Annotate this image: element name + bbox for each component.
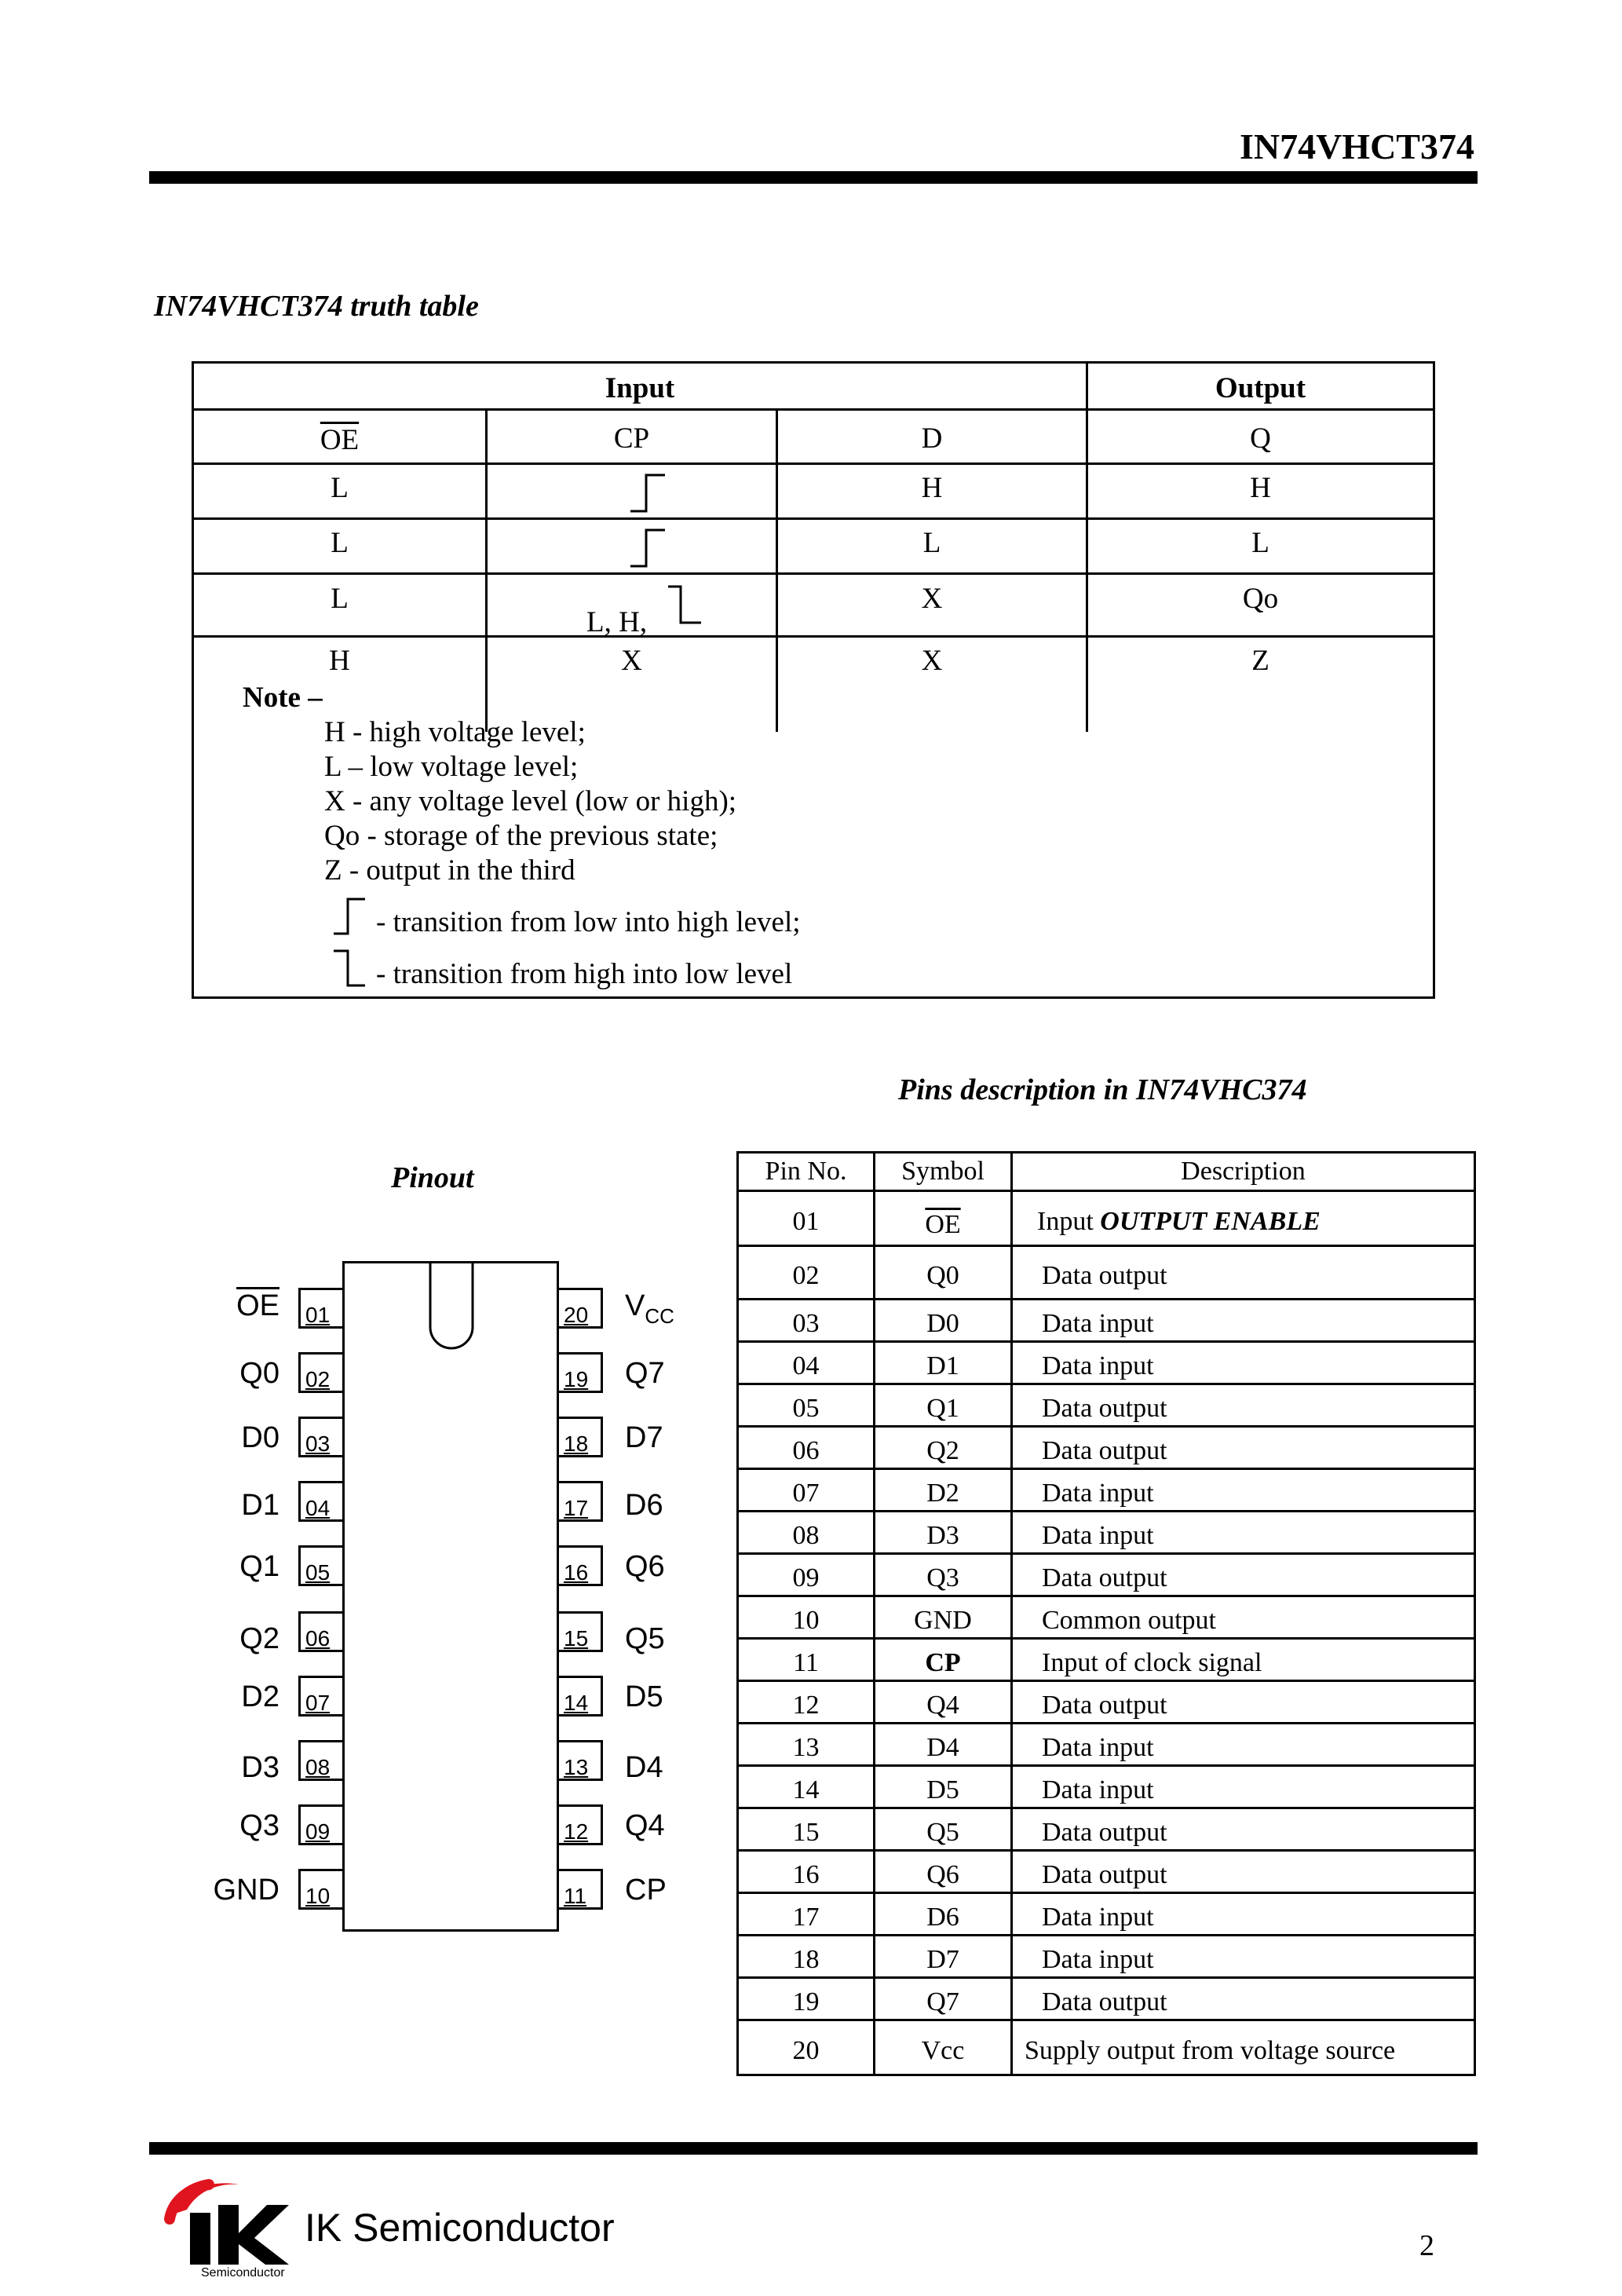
pins-table [736,1151,1476,2076]
pin-number-cell: 06 [792,1436,820,1465]
note-item: - transition from high into low level [376,958,793,990]
pin-description-cell: Data output [1042,1436,1167,1465]
table-row [739,1936,1474,1976]
pin-label-text: D5 [625,1680,663,1713]
tt-row4-oe: H [329,645,350,677]
pin-description-cell: Common output [1042,1606,1216,1635]
pins-col-header: Pin No. [765,1157,847,1186]
table-row [739,1192,1474,1245]
pin-number: 15 [564,1626,589,1651]
pin-label-subscript: CC [645,1304,674,1328]
description-prefix: Input [1037,1207,1094,1236]
pin-number-cell: 08 [792,1521,820,1550]
note-title: Note – [243,682,323,714]
pin-label-text: CP [625,1874,667,1907]
pin-number-cell: 11 [793,1648,819,1677]
pin-number: 16 [564,1560,589,1585]
pin-label [625,1489,663,1523]
rising-edge-icon [332,896,367,937]
note-item: L – low voltage level; [324,751,579,783]
pins-col-header: Description [1181,1157,1306,1186]
pin-number: 09 [305,1819,331,1844]
pin-label [625,1751,663,1785]
pin1-notch-icon [427,1261,476,1351]
pin-number: 03 [305,1431,331,1456]
pin-symbol-cell: D3 [926,1521,959,1550]
pin-description-cell: Data output [1042,1563,1167,1592]
pin-number-cell: 13 [792,1733,820,1762]
pin-number-cell: 07 [792,1479,820,1508]
table-row [739,1852,1474,1892]
pin-box [559,1545,603,1586]
footer-divider [149,2142,1478,2155]
table-row [739,1470,1474,1510]
ik-logo-icon [163,2178,289,2272]
pin-box [559,1288,603,1329]
tt-row1-q: H [1250,472,1271,504]
pin-symbol-cell: D5 [926,1775,959,1804]
col-header-q: Q [1250,422,1271,455]
pin-description-cell: Data output [1042,1987,1167,2016]
pin-number: 12 [564,1819,589,1844]
table-row [739,2021,1474,2074]
pin-description-cell: Data input [1042,1351,1154,1380]
pin-number: 19 [564,1367,589,1391]
table-row [739,1979,1474,2019]
pin-description-cell: Data input [1042,1945,1154,1974]
pin-box [298,1676,342,1717]
falling-edge-icon [332,948,367,989]
pin-symbol-cell: Vcc [921,2036,965,2065]
table-row [739,1428,1474,1468]
table-row [739,1724,1474,1764]
falling-edge-icon [665,583,704,627]
pin-description-cell: Data input [1042,1479,1154,1508]
page-number: 2 [1419,2229,1434,2262]
pin-symbol-cell: D7 [926,1945,959,1974]
pin-label-text: V [625,1289,645,1322]
pin-symbol-cell: Q5 [926,1818,959,1847]
pin-number: 04 [305,1496,331,1520]
pin-number-cell: 20 [792,2036,820,2065]
pin-symbol-cell: D6 [926,1903,959,1932]
pins-table-title: Pins description in IN74VHC374 [898,1073,1307,1106]
pin-box [559,1352,603,1393]
pin-number-cell: 03 [792,1309,820,1338]
table-row [739,1809,1474,1849]
pin-symbol-cell: D1 [926,1351,959,1380]
pin-label [625,1357,665,1391]
table-row [739,1894,1474,1934]
pin-box [298,1740,342,1781]
pin-label-text: D7 [625,1421,663,1454]
pin-number: 13 [564,1755,589,1779]
pin-label-text: Q4 [625,1809,665,1842]
pin-number-cell: 12 [792,1691,820,1720]
pin-description-cell: Data output [1042,1691,1167,1720]
pin-symbol-cell: $\overline{OE}$ [925,1210,961,1239]
tt-row2-d: L [922,527,941,559]
col-header-oe: $\overline{OE}$ [320,424,360,456]
pin-symbol-cell: GND [914,1606,972,1635]
table-row [739,1640,1474,1680]
note-item: H - high voltage level; [324,716,586,748]
note-item: Qo - storage of the previous state; [324,820,718,852]
pin-symbol-cell: Q3 [926,1563,959,1592]
tt-row1-d: H [921,472,943,504]
pin-number-cell: 09 [792,1563,820,1592]
tt-row4-d: X [921,645,943,677]
input-group-header: Input [605,372,675,404]
rising-edge-icon [627,527,668,569]
pin-label: Q2 [239,1622,279,1655]
pin-description-cell: Data input [1042,1521,1154,1550]
pin-box [559,1740,603,1781]
pin-number: 14 [564,1691,589,1715]
pin-symbol-cell: Q1 [926,1394,959,1423]
tt-row2-oe: L [331,527,349,559]
header-divider [149,171,1478,184]
description-emphasis: OUTPUT ENABLE [1100,1207,1321,1236]
pin-label [625,1809,665,1843]
pin-symbol-cell: D0 [926,1309,959,1338]
pin-label-text: Q6 [625,1550,665,1583]
pin-label [625,1289,674,1329]
pin-number: 07 [305,1691,331,1715]
rising-edge-icon [627,472,668,514]
pin-box [298,1417,342,1457]
pin-description-cell [1037,1207,1321,1237]
pin-symbol-cell: Q0 [926,1261,959,1290]
note-item: Z - output in the third [324,854,575,887]
pin-number-cell: 10 [792,1606,820,1635]
pin-description-cell: Data output [1042,1394,1167,1423]
company-name: IK Semiconductor [305,2206,615,2250]
pin-label [625,1421,663,1455]
pin-symbol-cell: D4 [926,1733,959,1762]
pin-box [298,1611,342,1652]
pin-label [625,1622,665,1656]
table-row [739,1597,1474,1637]
pin-label: D3 [241,1751,279,1784]
table-row [739,1555,1474,1595]
pin-label: D2 [241,1680,279,1713]
pin-label: Q3 [239,1809,279,1842]
table-row [739,1767,1474,1807]
ic-package [342,1261,559,1932]
truth-table [192,361,1435,999]
company-name-small: Semiconductor [201,2266,285,2280]
pin-label-text: D4 [625,1751,663,1784]
pin-box [298,1288,342,1329]
tt-row2-q: L [1251,527,1269,559]
table-row [739,1512,1474,1552]
pin-number-cell: 02 [792,1261,820,1290]
pin-description-cell: Supply output from voltage source [1025,2036,1396,2065]
table-row [739,1247,1474,1298]
pin-description-cell: Data input [1042,1775,1154,1804]
tt-row1-oe: L [331,472,349,504]
pin-description-cell: Input of clock signal [1042,1648,1262,1677]
pin-label [625,1550,665,1584]
pin-box [298,1545,342,1586]
pin-number: 10 [305,1884,331,1908]
tt-row4-cp: X [621,645,642,677]
pin-label: Q0 [239,1357,279,1390]
tt-row4-q: Z [1251,645,1269,677]
pin-number-cell: 01 [792,1207,820,1236]
pin-number-cell: 05 [792,1394,820,1423]
pin-label-text: Q5 [625,1622,665,1655]
pin-number: 02 [305,1367,331,1391]
pin-description-cell: Data input [1042,1903,1154,1932]
pin-label-text: Q7 [625,1357,665,1390]
pin-symbol-cell: Q4 [926,1691,959,1720]
pin-box [559,1417,603,1457]
pin-label: $\overline{OE}$ [236,1289,279,1322]
truth-table-title: IN74VHCT374 truth table [154,290,479,323]
pin-number-cell: 18 [792,1945,820,1974]
tt-row3-q: Qo [1242,583,1279,615]
table-row [739,1300,1474,1340]
pin-label [625,1874,667,1907]
pin-number: 01 [305,1303,331,1327]
pin-description-cell: Data input [1042,1309,1154,1338]
document-title: IN74VHCT374 [1239,126,1474,166]
pin-description-cell: Data output [1042,1818,1167,1847]
col-header-cp: CP [613,422,650,455]
pin-box [559,1869,603,1910]
pin-box [298,1804,342,1845]
pin-number-cell: 15 [792,1818,820,1847]
pin-description-cell: Data input [1042,1733,1154,1762]
pin-number-cell: 17 [792,1903,820,1932]
table-row [739,1343,1474,1383]
tt-row3-d: X [921,583,943,615]
pin-description-cell: Data output [1042,1261,1167,1290]
pin-box [559,1804,603,1845]
note-item: X - any voltage level (low or high); [324,785,737,817]
pin-box [559,1611,603,1652]
pin-box [559,1481,603,1522]
tt-row3-oe: L [331,583,349,615]
pin-box [298,1352,342,1393]
pin-box [298,1481,342,1522]
pin-symbol-cell: Q2 [926,1436,959,1465]
pin-number-cell: 04 [792,1351,820,1380]
pin-number: 06 [305,1626,331,1651]
pin-number: 11 [564,1884,587,1908]
pin-symbol-cell: Q6 [926,1860,959,1889]
pin-number: 17 [564,1496,589,1520]
pin-number-cell: 14 [792,1775,820,1804]
pin-label: Q1 [239,1550,279,1583]
pin-number: 20 [564,1303,589,1327]
table-row [739,1385,1474,1425]
output-group-header: Output [1215,372,1306,404]
table-row [739,1682,1474,1722]
pin-box [298,1869,342,1910]
tt-row3-cp: L, H, [586,606,648,638]
note-item: - transition from low into high level; [376,906,801,938]
pin-description-cell: Data output [1042,1860,1167,1889]
pin-label: GND [213,1874,279,1907]
pin-number-cell: 16 [792,1860,820,1889]
pin-label [625,1680,663,1714]
pin-number: 05 [305,1560,331,1585]
pin-number: 18 [564,1431,589,1456]
col-header-d: D [921,422,943,455]
pin-label-text: D6 [625,1489,663,1522]
pins-col-header: Symbol [901,1157,985,1186]
pin-number: 08 [305,1755,331,1779]
pinout-title: Pinout [391,1161,474,1194]
pin-label: D1 [241,1489,279,1522]
pin-box [559,1676,603,1717]
pin-symbol-cell: D2 [926,1479,959,1508]
pin-symbol-cell: Q7 [926,1987,959,2016]
pin-label: D0 [241,1421,279,1454]
pin-number-cell: 19 [792,1987,820,2016]
pin-symbol-cell: CP [925,1648,961,1677]
